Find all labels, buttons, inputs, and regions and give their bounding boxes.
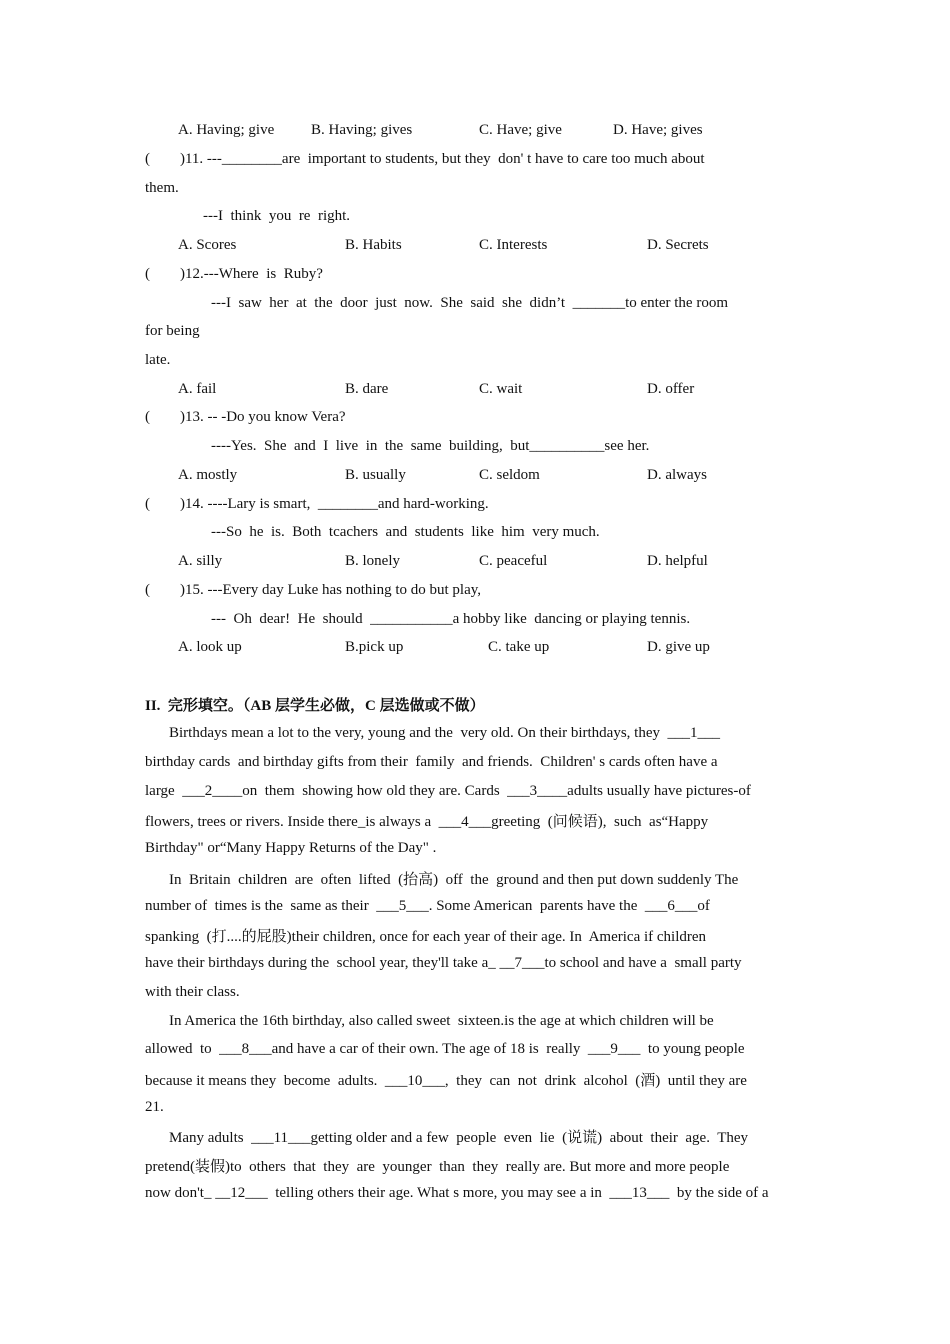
q11-option-b: B. Habits	[345, 237, 402, 253]
q14-option-d: D. helpful	[647, 553, 708, 569]
passage-line: pretend(装假)to others that they are younger than they really are. But more and more people	[145, 1159, 730, 1175]
q12-option-c: C. wait	[479, 381, 523, 397]
q12-option-a: A. fail	[178, 381, 217, 397]
q15-option-a: A. look up	[178, 639, 242, 655]
q12-option-b: B. dare	[345, 381, 389, 397]
q14-option-b: B. lonely	[345, 553, 400, 569]
passage-line: number of times is the same as their ___5___. Some American parents have the ___6___of	[145, 898, 710, 914]
q11-question: ( )11. ---________are important to students, but they don' t have to care too much about	[145, 151, 705, 167]
section-title: II. 完形填空。（AB 层学生必做，C 层选做或不做）	[145, 698, 485, 714]
passage-line: 21.	[145, 1099, 164, 1115]
q15-option-c: C. take up	[488, 639, 550, 655]
passage-line: birthday cards and birthday gifts from their family and friends. Children' s cards often have a	[145, 754, 718, 770]
q15-response: --- Oh dear! He should ___________a hobby like dancing or playing tennis.	[211, 611, 691, 627]
passage-line: because it means they become adults. ___10___, they can not drink alcohol (酒) until they are	[145, 1073, 747, 1089]
q11-option-c: C. Interests	[479, 237, 548, 253]
q12-question: ( )12.---Where is Ruby?	[145, 266, 323, 282]
passage-line: In Britain children are often lifted (抬高) off the ground and then put down suddenly The	[169, 872, 739, 888]
q10-option-c: C. Have; give	[479, 122, 562, 138]
passage-line: Birthday" or“Many Happy Returns of the Day" .	[145, 840, 437, 856]
passage-line: spanking (打....的屁股)their children, once for each year of their age. In America if children	[145, 929, 707, 945]
q14-question: ( )14. ----Lary is smart, ________and hard-working.	[145, 496, 489, 512]
q13-option-b: B. usually	[345, 467, 406, 483]
q10-option-d: D. Have; gives	[613, 122, 703, 138]
q14-option-a: A. silly	[178, 553, 223, 569]
q11-response: ---I think you re right.	[203, 208, 351, 224]
q14-response: ---So he is. Both tcachers and students like him very much.	[211, 524, 600, 540]
passage-line: large ___2____on them showing how old they are. Cards ___3____adults usually have pictures-of	[145, 783, 751, 799]
q13-option-d: D. always	[647, 467, 707, 483]
passage-line: flowers, trees or rivers. Inside there_is always a ___4___greeting (问候语), such as“Happy	[145, 814, 709, 830]
q10-option-a: A. Having; give	[178, 122, 275, 138]
q15-option-b: B.pick up	[345, 639, 404, 655]
q11-option-d: D. Secrets	[647, 237, 709, 253]
q14-option-c: C. peaceful	[479, 553, 548, 569]
q12-response-cont: for being	[145, 323, 200, 339]
passage-line: have their birthdays during the school year, they'll take a_ __7___to school and have a small party	[145, 955, 742, 971]
passage-line: with their class.	[145, 984, 240, 1000]
passage-line: now don't_ __12___ telling others their age. What s more, you may see a in ___13___ by the side of a	[145, 1185, 769, 1201]
passage-line: In America the 16th birthday, also called sweet sixteen.is the age at which children will be	[169, 1013, 714, 1029]
q11-question-cont: them.	[145, 180, 179, 196]
q13-question: ( )13. -- -Do you know Vera?	[145, 409, 346, 425]
passage-line: Many adults ___11___getting older and a few people even lie (说谎) about their age. They	[169, 1130, 749, 1146]
passage-line: Birthdays mean a lot to the very, young and the very old. On their birthdays, they ___1___	[169, 725, 721, 741]
q11-option-a: A. Scores	[178, 237, 237, 253]
q12-response: ---I saw her at the door just now. She said she didn’t _______to enter the room	[211, 295, 728, 311]
q13-option-a: A. mostly	[178, 467, 238, 483]
q12-option-d: D. offer	[647, 381, 695, 397]
q13-response: ----Yes. She and I live in the same building, but__________see her.	[211, 438, 650, 454]
q15-question: ( )15. ---Every day Luke has nothing to do but play,	[145, 582, 482, 598]
q15-option-d: D. give up	[647, 639, 710, 655]
q12-response-cont2: late.	[145, 352, 171, 368]
q10-option-b: B. Having; gives	[311, 122, 413, 138]
q13-option-c: C. seldom	[479, 467, 540, 483]
passage-line: allowed to ___8___and have a car of their own. The age of 18 is really ___9___ to young people	[145, 1041, 745, 1057]
